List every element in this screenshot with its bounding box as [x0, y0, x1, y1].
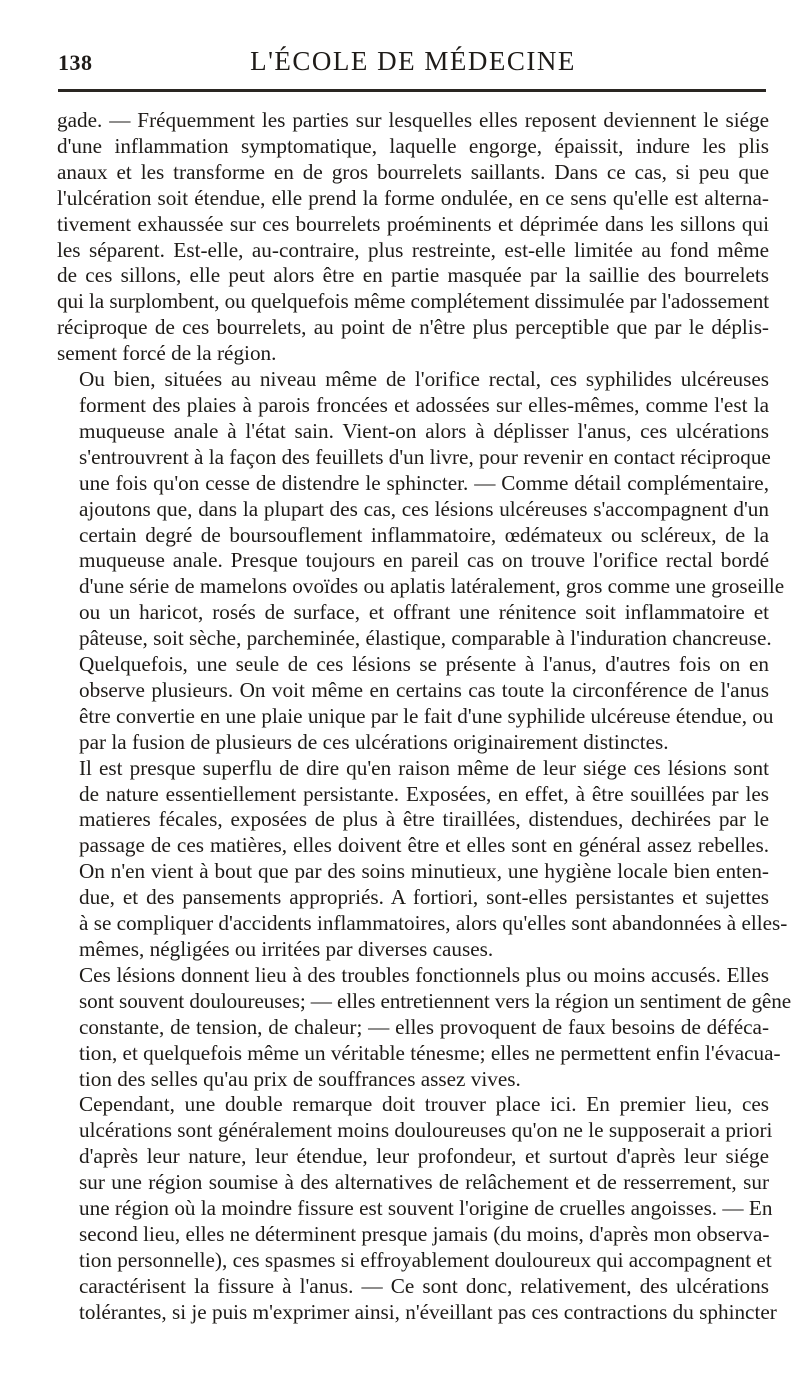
text-line: passage de ces matières, elles doivent être et elles sont en général assez rebelles. [79, 833, 769, 858]
text-line: tion, et quelquefois même un véritable ténesme; elles ne permettent enfin l'évacua- [79, 1040, 781, 1065]
text-line: s'entrouvrent à la façon des feuillets d'un livre, pour revenir en contact réciproque [79, 444, 771, 469]
text-line: d'une série de mamelons ovoïdes ou aplatis latéralement, gros comme une groseille [79, 574, 785, 599]
text-line: observe plusieurs. On voit même en certains cas toute la circonférence de l'anus [79, 677, 769, 702]
paragraph [57, 1092, 777, 1325]
paragraph [57, 962, 791, 1093]
text-line: une fois qu'on cesse de distendre le sphincter. — Comme détail complémentaire, [79, 470, 769, 495]
text-line: d'une inflammation symptomatique, laquelle engorge, épaissit, indure les plis [57, 133, 769, 158]
text-line: Ou bien, situées au niveau même de l'orifice rectal, ces syphilides ulcéreuses [79, 367, 769, 392]
text-line: ulcérations sont généralement moins douloureuses qu'on ne le supposerait a priori [79, 1118, 773, 1143]
text-line: due, et des pansements appropriés. A fortiori, sont-elles persistantes et sujettes [79, 885, 769, 910]
text-line: certain degré de boursouflement inflammatoire, œdémateux ou scléreux, de la [79, 522, 769, 547]
text-line: ou un haricot, rosés de surface, et offrant une rénitence soit inflammatoire et [79, 600, 769, 625]
text-line: Cependant, une double remarque doit trouver place ici. En premier lieu, ces [79, 1092, 769, 1117]
page-number: 138 [58, 50, 93, 75]
text-line: On n'en vient à bout que par des soins minutieux, une hygiène locale bien enten- [79, 859, 769, 884]
running-head [58, 46, 768, 80]
body-text [57, 108, 791, 1326]
text-line: être convertie en une plaie unique par le fait d'une syphilide ulcéreuse étendue, ou [79, 703, 774, 728]
text-line: Quelquefois, une seule de ces lésions se présente à l'anus, d'autres fois on en [79, 652, 769, 677]
text-line: constante, de tension, de chaleur; — elles provoquent de faux besoins de déféca- [79, 1014, 769, 1039]
text-line: à se compliquer d'accidents inflammatoires, alors qu'elles sont abandonnées à elles- [79, 911, 788, 936]
text-line: par la fusion de plusieurs de ces ulcérations originairement distinctes. [79, 729, 669, 754]
text-line: muqueuse anale. Presque toujours en pareil cas on trouve l'orifice rectal bordé [79, 548, 769, 573]
text-line: matieres fécales, exposées de plus à être tiraillées, distendues, dechirées par le [79, 807, 769, 832]
text-line: forment des plaies à parois froncées et adossées sur elles-mêmes, comme l'est la [79, 392, 769, 417]
text-line: de ces sillons, elle peut alors être en partie masquée par la saillie des bourrelets [57, 263, 769, 288]
text-line: second lieu, elles ne déterminent presque jamais (du moins, d'après mon observa- [79, 1221, 770, 1246]
text-line: caractérisent la fissure à l'anus. — Ce sont donc, relativement, des ulcérations [79, 1273, 769, 1298]
text-line: tion personnelle), ces spasmes si effroyablement douloureux qui accompagnent et [79, 1247, 772, 1272]
text-line: gade. — Fréquemment les parties sur lesquelles elles reposent deviennent le siége [57, 108, 769, 132]
paragraph [57, 755, 788, 963]
text-line: qui la surplombent, ou quelquefois même complétement dissimulée par l'adossement [57, 289, 769, 314]
running-title: L'ÉCOLE DE MÉDECINE [250, 46, 576, 76]
text-line: ajoutons que, dans la plupart des cas, ces lésions ulcéreuses s'accompagnent d'un [79, 496, 769, 521]
text-line: sur une région soumise à des alternatives de relâchement et de resserrement, sur [79, 1170, 769, 1195]
paragraph [57, 108, 769, 367]
text-line: une région où la moindre fissure est souvent l'origine de cruelles angoisses. — En [79, 1196, 773, 1221]
text-line: mêmes, négligées ou irritées par diverses causes. [79, 937, 494, 961]
text-line: l'ulcération soit étendue, elle prend la forme ondulée, en ce sens qu'elle est alterna- [57, 185, 769, 210]
text-line: d'après leur nature, leur étendue, leur profondeur, et surtout d'après leur siége [79, 1144, 769, 1169]
text-line: tion des selles qu'au prix de souffrances assez vives. [79, 1066, 521, 1091]
text-line: sont souvent douloureuses; — elles entretiennent vers la région un sentiment de gêne [79, 988, 791, 1013]
text-line: les séparent. Est-elle, au-contraire, plus restreinte, est-elle limitée au fond même [57, 237, 769, 262]
text-line: sement forcé de la région. [57, 341, 277, 366]
text-line: pâteuse, soit sèche, parcheminée, élastique, comparable à l'induration chancreuse. [79, 626, 772, 651]
text-line: muqueuse anale à l'état sain. Vient-on alors à déplisser l'anus, ces ulcérations [79, 418, 769, 443]
paragraph [57, 367, 785, 756]
text-line: de nature essentiellement persistante. Exposées, en effet, à être souillées par les [79, 781, 769, 806]
text-line: tolérantes, si je puis m'exprimer ainsi, n'éveillant pas ces contractions du sphincter [79, 1299, 777, 1324]
text-line: réciproque de ces bourrelets, au point de n'être plus perceptible que par le déplis- [57, 315, 769, 340]
text-line: tivement exhaussée sur ces bourrelets proéminents et déprimée dans les sillons qui [57, 211, 769, 236]
text-line: Il est presque superflu de dire qu'en raison même de leur siége ces lésions sont [79, 755, 769, 780]
header-rule [58, 89, 766, 92]
text-line: Ces lésions donnent lieu à des troubles fonctionnels plus ou moins accusés. Elles [79, 962, 769, 987]
text-line: anaux et les transforme en de gros bourrelets saillants. Dans ce cas, si peu que [57, 159, 769, 184]
